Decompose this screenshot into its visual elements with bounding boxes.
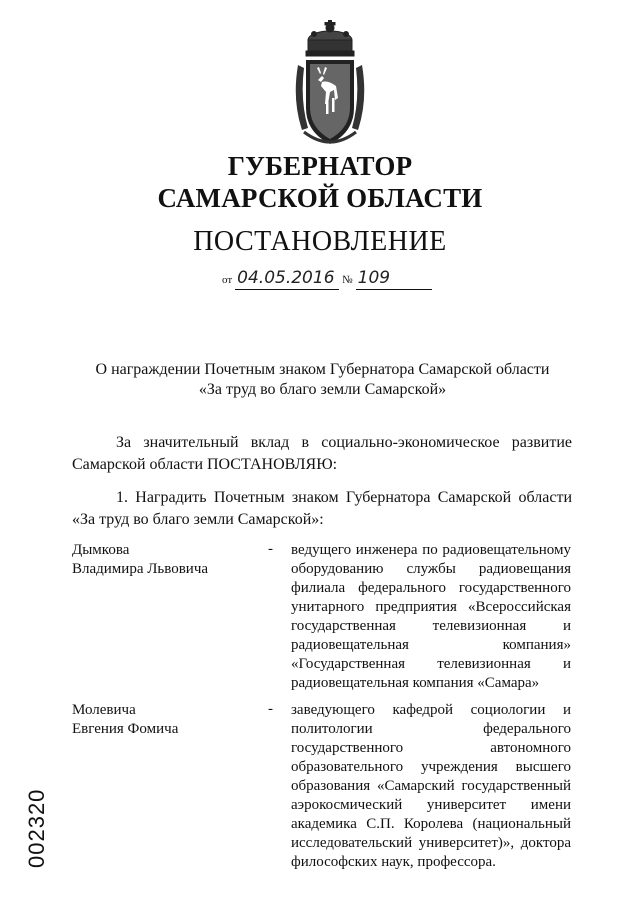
awardee-name <box>72 701 178 739</box>
document-type: ПОСТАНОВЛЕНИЕ <box>193 226 447 257</box>
margin-serial-number: 002320 <box>24 788 49 868</box>
number-label: № <box>342 274 353 286</box>
awardee-name <box>72 541 208 579</box>
dash-separator: - <box>268 541 273 557</box>
coat-of-arms-icon <box>290 20 370 152</box>
awardee-surname: Молевича <box>72 702 136 718</box>
number-value: 109 <box>356 268 432 290</box>
subject-line2: «За труд во благо земли Самарской» <box>198 381 447 398</box>
item-1-paragraph: 1. Наградить Почетным знаком Губернатора Самарской области «За труд во благо земли Самарской»: <box>72 489 572 528</box>
awardee-surname: Дымкова <box>72 542 130 558</box>
awardee-description: ведущего инженера по радиовещательному оборудованию службы радиовещания филиала федерального государственного унитарного предприятия «Всероссийская государственная телевизионная и радиовещательная компания» «Государственная телевизионная и радиовещательная компания «Самара» <box>291 542 571 691</box>
awardee-given-names: Евгения Фомича <box>72 721 179 737</box>
date-value: 04.05.2016 <box>235 268 339 290</box>
date-label: от <box>222 274 233 286</box>
dash-separator: - <box>268 701 273 717</box>
subject-line1: О награждении Почетным знаком Губернатора Самарской области <box>95 361 550 378</box>
awardee-description: заведующего кафедрой социологии и политологии федерального государственного автономного образовательного учреждения высшего образования «Самарский государственный аэрокосмический университет имени академика С.П. Королева (национальный исследовательский университет)», доктора философских наук, профессора. <box>291 702 571 870</box>
issuer-title-line2: САМАРСКОЙ ОБЛАСТИ <box>157 183 483 213</box>
awardee-given-names: Владимира Львовича <box>72 561 209 577</box>
intro-paragraph: За значительный вклад в социально-экономическое развитие Самарской области ПОСТАНОВЛЯЮ: <box>72 434 572 473</box>
document-subject <box>60 360 585 400</box>
issuer-title-line1: ГУБЕРНАТОР <box>227 151 413 181</box>
date-number-row <box>222 268 432 290</box>
